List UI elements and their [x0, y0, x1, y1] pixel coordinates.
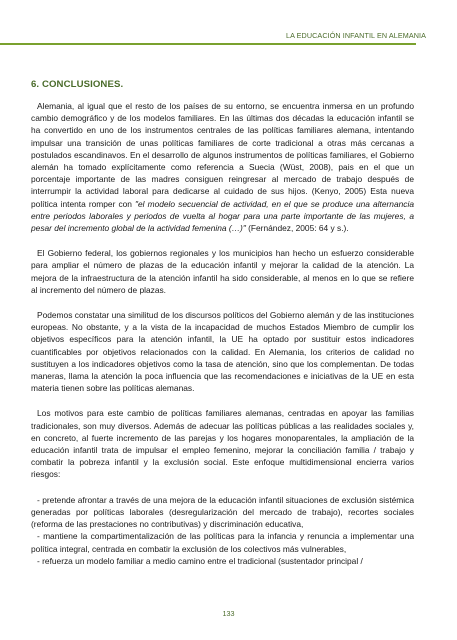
paragraph-1	[31, 100, 414, 234]
header-rule	[0, 43, 416, 45]
paragraph-1-quote: "el modelo secuencial de actividad, en el que se produce una alternancia entre periodos laborales y periodos de vuelta al hogar para una parte importante de las mujeres, a pesar del incremento global de la actividad femenina (…)"	[31, 198, 414, 234]
paragraph-1-citation: (Fernández, 2005: 64 y s.).	[245, 223, 349, 234]
page-number: 133	[222, 609, 235, 618]
paragraph-1-text: Alemania, al igual que el resto de los países de su entorno, se encuentra inmersa en un profundo cambio demográfico y de los modelos familiares. En las últimas dos décadas la educación infantil se ha convertido en uno de los instrumentos centrales de las políticas familiares alemana, intentando impulsar una transición de unas políticas familiares de corte tradicional a otras más cercanas a postulados escandinavos. En el desarrollo de algunos instrumentos de políticas familiares, el Gobierno alemán ha tomado explícitamente como referencia a Suecia (Wüst, 2008), pais en el que un porcentaje importante de las madres consiguen reingresar al mercado de trabajo después de interrumpir la actividad laboral para dedicarse al cuidado de sus hijos. (Kenyo, 2005) Esta nueva política intenta romper con	[31, 101, 414, 209]
running-header: LA EDUCACIÓN INFANTIL EN ALEMANIA	[285, 31, 426, 40]
paragraph-3-text: Podemos constatar una similitud de los discursos políticos del Gobierno alemán y de las instituciones europeas. No obstante, y a la vista de la incapacidad de muchos Estados Miembro de cumplir los objetivos específicos para la atención infantil, la UE ha optado por sustituir estos indicadores cuantificables por objetivos relacionados con la calidad. En Alemania, los criterios de calidad no sustituyen a los indicadores objetivos como la tasa de atención, sino que los complementan. De todas maneras, llama la atención la poca influencia que las recomendaciones e iniciativas de la UE en esta materia tienen sobre las políticas alemanas.	[31, 310, 414, 394]
paragraph-2-text: El Gobierno federal, los gobiernos regionales y los municipios han hecho un esfuerzo considerable para ampliar el número de plazas de la educación infantil y mejorar la calidad de la atención. La mejora de la infraestructura de la atención infantil ha sido considerable, al menos en lo que se refiere al incremento del número de plazas.	[31, 248, 414, 295]
body-text	[31, 100, 414, 567]
bullet-list	[31, 494, 414, 567]
paragraph-2	[31, 247, 414, 296]
paragraph-3	[31, 309, 414, 394]
list-item: - pretende afrontar a través de una mejora de la educación infantil situaciones de exclusión sistémica generadas por políticas laborales (desregularización del mercado de trabajo), recortes sociales (reforma de las prestaciones no contributivas) y discriminación educativa,	[31, 494, 414, 530]
list-item: - mantiene la compartimentalización de las políticas para la infancia y renuncia a implementar una política integral, centrada en combatir la exclusión de los colectivos más vulnerables,	[31, 531, 414, 554]
page-header	[0, 0, 457, 28]
list-item: - refuerza un modelo familiar a medio camino entre el tradicional (sustentador principal /	[37, 555, 363, 566]
section-heading: 6. CONCLUSIONES.	[31, 79, 124, 90]
paragraph-4-text: Los motivos para este cambio de políticas familiares alemanas, centradas en apoyar las familias tradicionales, son muy diversos. Además de adecuar las políticas públicas a las realidades sociales y, en concreto, al fuerte incremento de las parejas y los hogares monoparentales, la ampliación de la educación infantil trata de impulsar el empleo femenino, mejorar la conciliación familia / trabajo y combatir la pobreza infantil y la exclusión social. Este enfoque multidimensional encierra varios riesgos:	[31, 408, 414, 480]
paragraph-4	[31, 407, 414, 480]
